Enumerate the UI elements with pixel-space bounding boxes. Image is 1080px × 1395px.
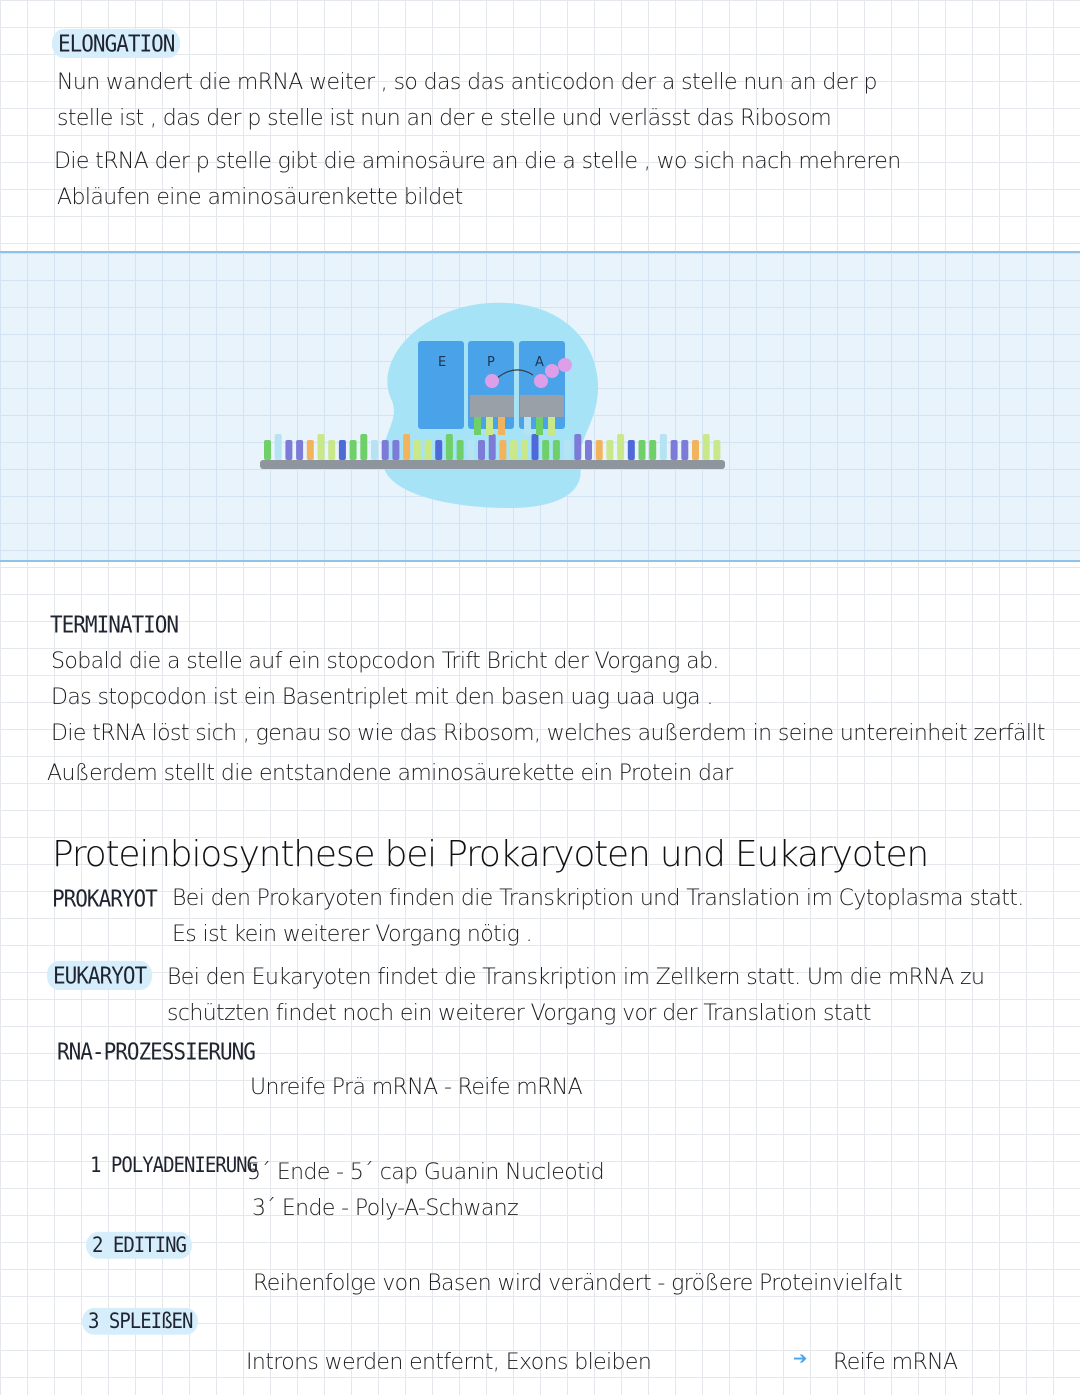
mrna-base: [478, 440, 485, 460]
mrna-base: [467, 440, 474, 460]
site-label-e: E: [438, 355, 447, 370]
mrna-base: [574, 434, 581, 460]
mrna-base: [328, 440, 335, 460]
mrna-base: [318, 434, 325, 460]
termination-line-4: Außerdem stellt die entstandene aminosäurekette ein Protein dar: [47, 761, 733, 786]
result-reife-mrna: Reife mRNA: [833, 1350, 958, 1375]
mrna-base: [703, 434, 710, 460]
mrna-base: [628, 440, 635, 460]
mrna-base: [307, 440, 314, 460]
elongation-line-4: Abläufen eine aminosäurenkette bildet: [57, 185, 463, 210]
mrna-base: [553, 440, 560, 460]
mrna-base: [542, 440, 549, 460]
amino-acid: [485, 374, 499, 388]
amino-acid: [558, 358, 572, 372]
eukaryot-line-2: schützten findet noch ein weiterer Vorgang vor der Translation statt: [167, 1001, 871, 1026]
anticodon-base: [486, 417, 493, 435]
mrna-base: [606, 440, 613, 460]
arrow-right-icon: ➔: [793, 1349, 808, 1369]
mrna-base: [425, 440, 432, 460]
termination-line-3: Die tRNA löst sich , genau so wie das Ribosom, welches außerdem in seine untereinheit zerfällt: [51, 721, 1045, 746]
prokaryot-label: PROKARYOT: [52, 885, 157, 912]
mrna-base: [392, 440, 399, 460]
amino-acid: [545, 364, 559, 378]
elongation-line-3: Die tRNA der p stelle gibt die aminosäure an die a stelle , wo sich nach mehreren: [54, 149, 901, 174]
mrna-base: [564, 440, 571, 460]
mrna-base: [350, 440, 357, 460]
mrna-base: [435, 440, 442, 460]
trna-a: [520, 395, 564, 417]
amino-acid: [534, 374, 548, 388]
anticodon-base: [474, 417, 481, 435]
elongation-line-1: Nun wandert die mRNA weiter , so das das anticodon der a stelle nun an der p: [57, 70, 877, 95]
termination-line-1: Sobald die a stelle auf ein stopcodon Trift Bricht der Vorgang ab.: [51, 649, 719, 674]
anticodon-base: [498, 417, 505, 435]
mrna-base: [446, 434, 453, 460]
mrna-base: [339, 440, 346, 460]
mrna-base: [285, 440, 292, 460]
anticodon-base: [536, 417, 543, 435]
mrna-base: [264, 440, 271, 460]
mrna-base: [360, 434, 367, 460]
termination-title: TERMINATION: [50, 611, 179, 638]
mrna-backbone: [260, 460, 725, 469]
mrna-base: [414, 440, 421, 460]
mrna-base: [671, 440, 678, 460]
ribosome-diagram: [0, 251, 1080, 558]
mrna-base: [457, 440, 464, 460]
mrna-base: [499, 440, 506, 460]
step-spleissen-label: 3 SPLEIßEN: [82, 1309, 198, 1334]
mrna-base: [489, 434, 496, 460]
rna-processing-label: RNA-PROZESSIERUNG: [57, 1038, 255, 1065]
mrna-base: [660, 434, 667, 460]
mrna-base: [617, 434, 624, 460]
site-label-p: P: [487, 355, 495, 370]
trna-p: [470, 395, 514, 417]
mrna-base: [275, 434, 282, 460]
section-heading: Proteinbiosynthese bei Prokaryoten und Eukaryoten: [52, 834, 929, 875]
step-editing-line-1: Reihenfolge von Basen wird verändert - größere Proteinvielfalt: [253, 1271, 902, 1296]
mrna-strand: [260, 434, 725, 469]
mrna-base: [510, 440, 517, 460]
mrna-base: [403, 434, 410, 460]
eukaryot-line-1: Bei den Eukaryoten findet die Transkription im Zellkern statt. Um die mRNA zu: [167, 965, 985, 990]
step-editing-label: 2 EDITING: [86, 1233, 192, 1258]
prokaryot-line-1: Bei den Prokaryoten finden die Transkription und Translation im Cytoplasma statt.: [172, 886, 1024, 911]
step-polyadenierung-label: 1 POLYADENIERUNG: [90, 1153, 258, 1178]
mrna-base: [585, 440, 592, 460]
mrna-base: [596, 440, 603, 460]
prokaryot-line-2: Es ist kein weiterer Vorgang nötig .: [172, 922, 533, 947]
anticodon-base: [524, 417, 531, 435]
termination-line-2: Das stopcodon ist ein Basentriplet mit den basen uag uaa uga .: [51, 685, 713, 710]
step-polyadenierung-line-2: 3´ Ende - Poly-A-Schwanz: [252, 1196, 519, 1221]
mrna-base: [713, 440, 720, 460]
anticodon-base: [548, 417, 555, 435]
mrna-base: [532, 434, 539, 460]
mrna-base: [521, 440, 528, 460]
mrna-base: [649, 440, 656, 460]
elongation-line-2: stelle ist , das der p stelle ist nun an der e stelle und verlässt das Ribosom: [57, 106, 832, 131]
step-spleissen-line-1: Introns werden entfernt, Exons bleiben: [246, 1350, 652, 1375]
elongation-title: ELONGATION: [52, 30, 180, 57]
mrna-base: [681, 440, 688, 460]
mrna-base: [382, 440, 389, 460]
rna-processing-summary: Unreife Prä mRNA - Reife mRNA: [250, 1075, 583, 1100]
site-label-a: A: [535, 355, 544, 370]
mrna-base: [296, 440, 303, 460]
step-polyadenierung-line-1: 5´ Ende - 5´ cap Guanin Nucleotid: [247, 1160, 605, 1185]
mrna-base: [371, 440, 378, 460]
mrna-base: [692, 440, 699, 460]
eukaryot-label: EUKARYOT: [47, 962, 152, 989]
mrna-base: [639, 440, 646, 460]
